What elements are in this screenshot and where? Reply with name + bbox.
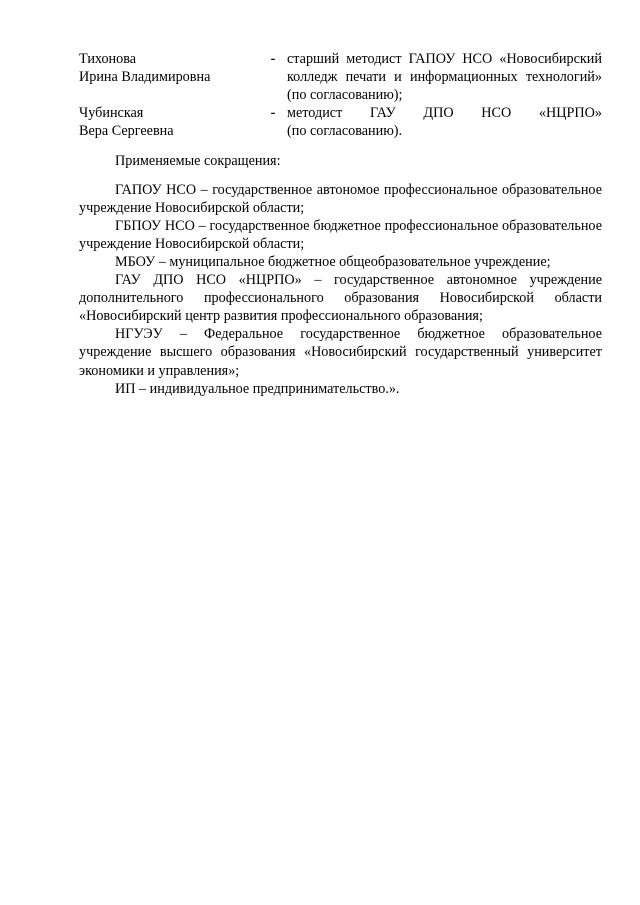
- member-row: [79, 104, 602, 140]
- document-page: [79, 50, 602, 398]
- member-given-name: Ирина Владимировна: [79, 69, 211, 86]
- member-name: [79, 104, 259, 140]
- member-role-line: старший методист ГАПОУ НСО «Новосибирский: [287, 51, 602, 67]
- member-dash: -: [270, 51, 276, 67]
- abbreviation-item: ГАПОУ НСО – государственное автономое профессиональное образовательное учреждение Новосибирской области;: [79, 181, 602, 216]
- member-role-line: колледж печати и информационных технологий»: [287, 69, 602, 86]
- abbreviations-heading: Применяемые сокращения:: [115, 153, 281, 170]
- member-surname: Тихонова: [79, 51, 137, 67]
- member-row: [79, 50, 602, 104]
- member-dash: -: [270, 105, 276, 122]
- abbreviation-item: МБОУ – муниципальное бюджетное общеобразовательное учреждение;: [115, 253, 551, 270]
- member-name: [79, 50, 259, 86]
- abbreviations-list: [79, 181, 602, 398]
- member-role-line: методист ГАУ ДПО НСО «НЦРПО»: [287, 105, 602, 122]
- member-role: [287, 104, 602, 140]
- member-role-line: (по согласованию).: [287, 123, 403, 140]
- member-surname: Чубинская: [79, 105, 144, 122]
- member-role-line: (по согласованию);: [287, 87, 403, 104]
- abbreviation-item: ГБПОУ НСО – государственное бюджетное профессиональное образовательное учреждение Новосибирской области;: [79, 217, 602, 252]
- abbreviation-item: ИП – индивидуальное предпринимательство.».: [115, 380, 400, 397]
- abbreviation-item: НГУЭУ – Федеральное государственное бюджетное образовательное учреждение высшего образования «Новосибирский государственный университет экономики и управления»;: [79, 326, 602, 379]
- member-role: [287, 50, 602, 104]
- abbreviation-item: ГАУ ДПО НСО «НЦРПО» – государственное автономное учреждение дополнительного профессионального образования Новосибирской области «Новосибирский центр развития профессионального образования;: [79, 272, 602, 325]
- member-given-name: Вера Сергеевна: [79, 123, 174, 140]
